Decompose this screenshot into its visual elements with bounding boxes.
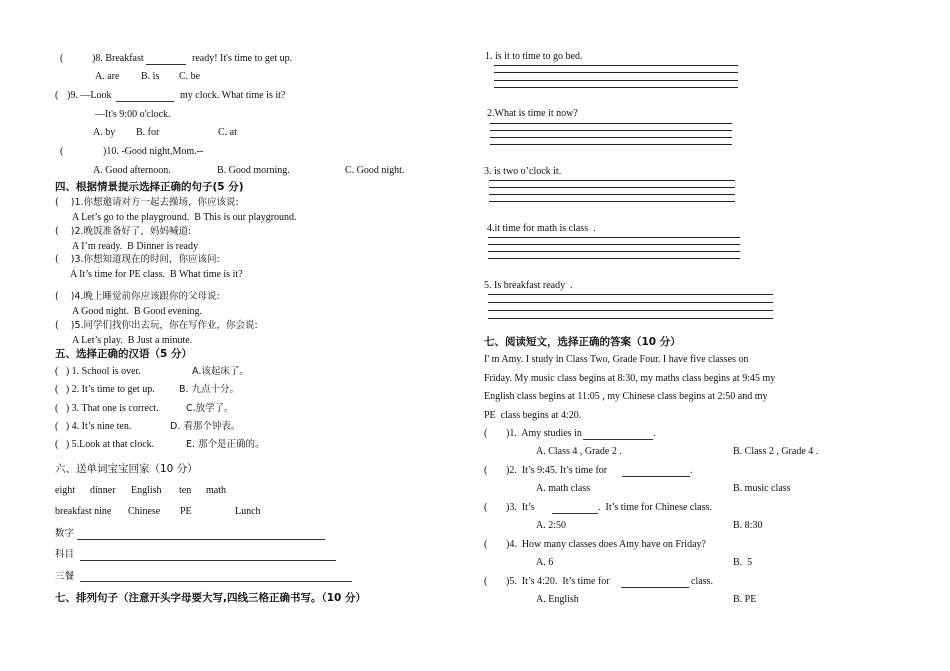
writing-line xyxy=(488,237,740,238)
sec4-q1: ( )1.你想邀请对方一起去操场，你应该说: xyxy=(55,197,239,208)
sec5-q4: ( ) 4. It’s nine ten. xyxy=(55,421,132,432)
writing-line xyxy=(494,80,738,81)
sec5-q3: ( ) 3. That one is correct. xyxy=(55,403,159,414)
writing-line xyxy=(488,294,773,295)
writing-line xyxy=(488,251,740,252)
q8-blank[interactable] xyxy=(146,64,186,65)
sec5-a3: C.放学了。 xyxy=(186,403,234,414)
writing-line xyxy=(488,258,740,259)
rq3-paren: ( xyxy=(484,502,488,513)
passage-line-1: I' m Amy. I study in Class Two, Grade Four. I have five classes on xyxy=(484,354,749,365)
writing-line xyxy=(488,310,773,311)
rq2-blank[interactable] xyxy=(622,476,690,477)
rq1-stem: )1. Amy studies in xyxy=(506,428,582,439)
writing-line xyxy=(490,130,732,131)
scramble-sentence-1: 1. is it to time to go bed. xyxy=(485,51,583,62)
sec4-q4: ( )4.晚上睡觉前你应该跟你的父母说: xyxy=(55,291,220,302)
rq1-blank[interactable] xyxy=(583,439,653,440)
q10-paren: ( xyxy=(60,146,64,157)
word-eight: eight xyxy=(55,485,75,496)
word-english: English xyxy=(131,485,162,496)
scramble-sentence-3: 3. is two o’clock it. xyxy=(484,166,562,177)
sec4-q4-options: A Good night. B Good evening. xyxy=(72,306,202,317)
q10-stem: )10. -Good night,Mom.-- xyxy=(103,146,204,157)
q10-option-c: C. Good night. xyxy=(345,165,405,176)
writing-line xyxy=(488,302,773,303)
category-subjects-line[interactable] xyxy=(80,560,336,561)
sec5-q5: ( ) 5.Look at that clock. xyxy=(55,439,155,450)
q8-option-a: A. are xyxy=(95,71,120,82)
writing-line xyxy=(494,65,738,66)
word-breakfast-nine: breakfast nine xyxy=(55,506,112,517)
section6-title: 六、送单词宝宝回家（10 分） xyxy=(55,463,198,475)
rq5-end: class. xyxy=(691,576,713,587)
q9-paren: ( xyxy=(55,90,59,101)
rq5-option-b: B. PE xyxy=(733,594,757,605)
rq1-paren: ( xyxy=(484,428,488,439)
rq3-end: . It’s time for Chinese class. xyxy=(598,502,712,513)
q10-option-b: B. Good morning. xyxy=(217,165,290,176)
rq5-paren: ( xyxy=(484,576,488,587)
word-lunch: Lunch xyxy=(235,506,261,517)
q9-blank[interactable] xyxy=(116,101,174,102)
writing-line xyxy=(489,180,735,181)
rq5-option-a: A. English xyxy=(536,594,579,605)
rq4-option-a: A. 6 xyxy=(536,557,554,568)
q9-reply: —It's 9:00 o'clock. xyxy=(95,109,171,120)
category-meals-label: 三餐 xyxy=(55,571,75,582)
section4-title: 四、根据情景提示选择正确的句子(5 分) xyxy=(55,181,244,193)
scramble-sentence-2: 2.What is time it now? xyxy=(487,108,578,119)
sec4-q5: ( )5.同学们找你出去玩，你在写作业，你会说: xyxy=(55,320,258,331)
sec4-q5-options: A Let’s play. B Just a minute. xyxy=(72,335,193,346)
writing-line xyxy=(494,72,738,73)
rq1-option-a: A. Class 4 , Grade 2 . xyxy=(536,446,622,457)
writing-line xyxy=(494,87,738,88)
sec5-a4: D. 看那个钟表。 xyxy=(170,421,241,432)
rq1-option-b: B. Class 2 , Grade 4 . xyxy=(733,446,819,457)
category-numbers-label: 数字 xyxy=(55,528,75,539)
rq4-option-b: B. 5 xyxy=(733,557,753,568)
q10-option-a: A. Good afternoon. xyxy=(93,165,171,176)
rq1-end: . xyxy=(653,428,656,439)
category-subjects-label: 科目 xyxy=(55,549,75,560)
sec4-q3: ( )3.你想知道现在的时间，你应该问: xyxy=(55,254,220,265)
q8-option-c: C. be xyxy=(179,71,201,82)
category-meals-line[interactable] xyxy=(80,581,352,582)
rq4-stem: )4. How many classes does Amy have on Friday? xyxy=(506,539,706,550)
sec4-q2: ( )2.晚饭准备好了，妈妈喊道: xyxy=(55,226,192,237)
sec5-q1: ( ) 1. School is over. xyxy=(55,366,141,377)
passage-line-4: PE class begins at 4:20. xyxy=(484,410,582,421)
word-dinner: dinner xyxy=(90,485,116,496)
q9-option-a: A. by xyxy=(93,127,116,138)
writing-line xyxy=(489,187,735,188)
rq3-option-a: A. 2:50 xyxy=(536,520,566,531)
sec4-q1-options: A Let’s go to the playground. B This is our playground. xyxy=(72,212,297,223)
rq2-stem: )2. It’s 9:45. It’s time for xyxy=(506,465,608,476)
reading-title: 七、阅读短文，选择正确的答案（10 分） xyxy=(484,336,681,348)
rq5-blank[interactable] xyxy=(621,587,689,588)
rq5-stem: )5. It’s 4:20. It’s time for xyxy=(506,576,610,587)
section5-title: 五、选择正确的汉语（5 分） xyxy=(55,348,192,360)
word-math: math xyxy=(206,485,226,496)
sec4-q3-options: A It’s time for PE class. B What time is it? xyxy=(70,269,243,280)
category-numbers-line[interactable] xyxy=(77,539,325,540)
word-ten: ten xyxy=(179,485,192,496)
q9-tail: my clock. What time is it? xyxy=(180,90,286,101)
rq3-blank[interactable] xyxy=(552,513,598,514)
rq3-stem: )3. It’s xyxy=(506,502,535,513)
word-pe: PE xyxy=(180,506,192,517)
q8-paren: ( xyxy=(60,53,64,64)
q9-option-b: B. for xyxy=(136,127,160,138)
scramble-sentence-4: 4.it time for math is class . xyxy=(487,223,596,234)
q8-option-b: B. is xyxy=(141,71,160,82)
sec5-a5: E. 那个是正确的。 xyxy=(186,439,265,450)
rq2-paren: ( xyxy=(484,465,488,476)
rq2-option-b: B. music class xyxy=(733,483,791,494)
rq2-end: . xyxy=(690,465,693,476)
passage-line-2: Friday. My music class begins at 8:30, my maths class begins at 9:45 my xyxy=(484,373,776,384)
writing-line xyxy=(489,201,735,202)
writing-line xyxy=(488,318,773,319)
writing-line xyxy=(490,137,732,138)
scramble-sentence-5: 5. Is breakfast ready . xyxy=(484,280,573,291)
rq3-option-b: B. 8:30 xyxy=(733,520,763,531)
writing-line xyxy=(490,123,732,124)
passage-line-3: English class begins at 11:05 , my Chinese class begins at 2:50 and my xyxy=(484,391,768,402)
sec5-a1: A.该起床了。 xyxy=(192,366,249,377)
q9-option-c: C. at xyxy=(218,127,237,138)
sec5-q2: ( ) 2. It’s time to get up. xyxy=(55,384,155,395)
rq4-paren: ( xyxy=(484,539,488,550)
q9-stem: )9. —Look xyxy=(67,90,112,101)
word-chinese: Chinese xyxy=(128,506,161,517)
sec4-q2-options: A I’m ready. B Dinner is ready xyxy=(72,241,198,252)
writing-line xyxy=(490,144,732,145)
q8-tail: ready! It's time to get up. xyxy=(192,53,293,64)
q8-stem: )8. Breakfast xyxy=(92,53,144,64)
writing-line xyxy=(488,244,740,245)
sec5-a2: B. 九点十分。 xyxy=(179,384,240,395)
writing-line xyxy=(489,194,735,195)
section7-title: 七、排列句子（注意开头字母要大写,四线三格正确书写。（10 分） xyxy=(55,592,367,604)
rq2-option-a: A. math class xyxy=(536,483,591,494)
